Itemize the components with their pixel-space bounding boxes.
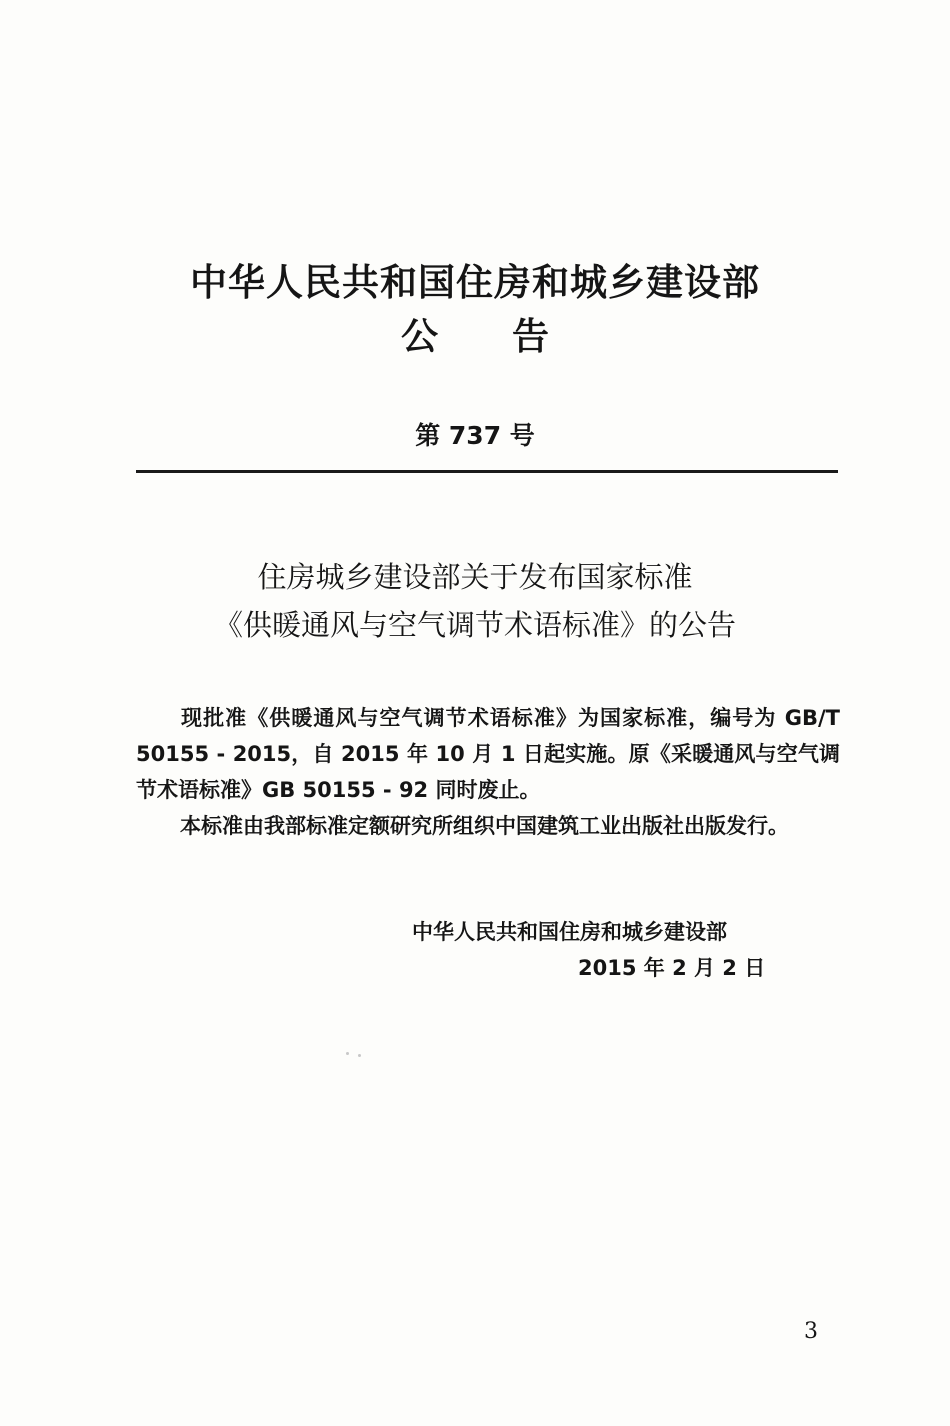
document-title-line-1: 住房城乡建设部关于发布国家标准 (257, 560, 693, 594)
ministry-title: 中华人民共和国住房和城乡建设部 (190, 261, 760, 304)
signature-date: 2015 年 2 月 2 日 (578, 956, 766, 980)
paragraph-2-text: 本标准由我部标准定额研究所组织中国建筑工业出版社出版发行。 (180, 814, 789, 838)
paragraph-1-text: 现批准《供暖通风与空气调节术语标准》为国家标准，编号为 GB/T 50155 - 2015，自 2015 年 10 月 1 日起实施。原《采暖通风与空气调节术语标准》GB 50155 - 92 同时废止。 (136, 706, 840, 802)
notice-number: 第 737 号 (415, 421, 535, 450)
page-number: 3 (804, 1319, 818, 1344)
body-paragraph-1 (136, 700, 840, 808)
scan-speck (346, 1052, 349, 1055)
header-divider (136, 470, 838, 473)
scan-speck (358, 1054, 361, 1057)
document-title-line-2: 《供暖通风与空气调节术语标准》的公告 (213, 608, 736, 642)
notice-heading: 公 告 (401, 315, 549, 358)
signature-organization: 中华人民共和国住房和城乡建设部 (412, 920, 727, 944)
body-paragraph-2 (136, 808, 840, 844)
